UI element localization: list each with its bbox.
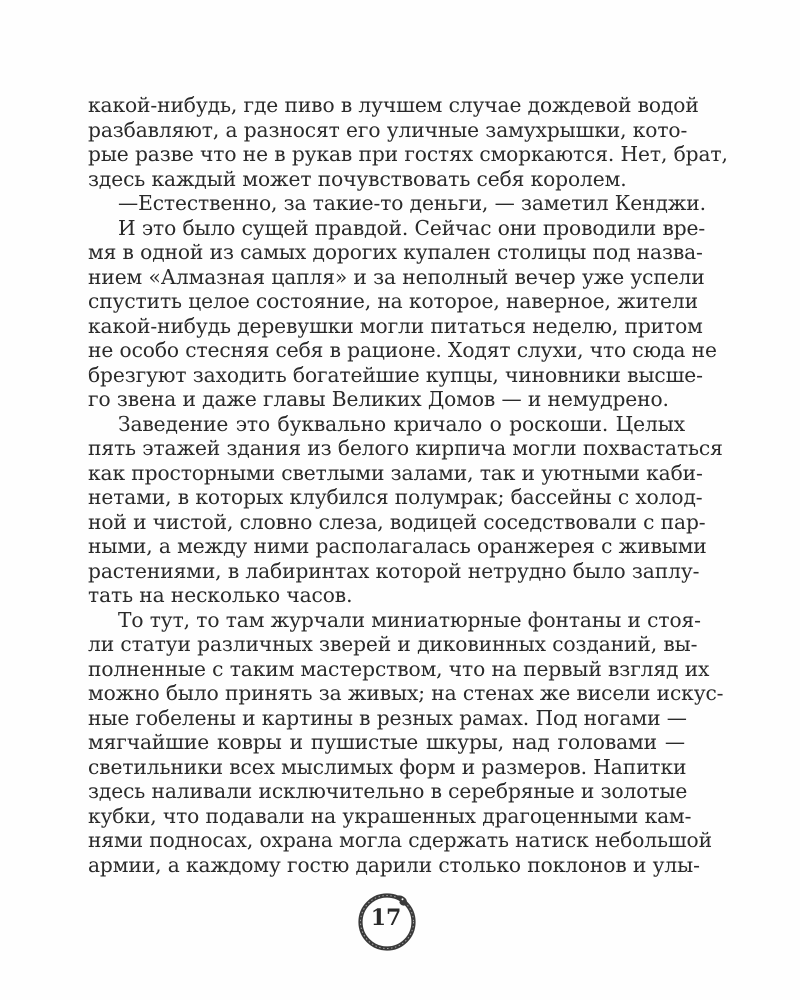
text-line: рые разве что не в рукав при гостях сморкаются. Нет, брат,: [88, 142, 728, 166]
text-line: полненные с таким мастерством, что на первый взгляд их: [88, 656, 710, 681]
text-line: как просторными светлыми залами, так и уютными каби-: [88, 460, 703, 485]
text-line: армии, а каждому гостю дарили столько поклонов и улы-: [88, 852, 700, 877]
text-line: светильники всех мыслимых форм и размеров. Напитки: [88, 754, 687, 779]
text-line: ные гобелены и картины в резных рамах. Под ногами —: [88, 705, 687, 730]
text-line: можно было принять за живых; на стенах же висели искус-: [88, 681, 724, 705]
text-line: тать на несколько часов.: [88, 583, 353, 607]
text-line: спустить целое состояние, на которое, наверное, жители: [88, 289, 698, 313]
page-number: 17: [370, 905, 402, 931]
text-line: ными, а между ними располагалась оранжерея с живыми: [88, 534, 707, 558]
text-line: нями подносах, охрана могла сдержать натиск небольшой: [88, 828, 712, 852]
text-line: —Естественно, за такие-то деньги, — заметил Кенджи.: [118, 191, 706, 215]
text-line: нетами, в которых клубился полумрак; бассейны с холод-: [88, 485, 703, 509]
text-line: не особо стесняя себя в рационе. Ходят слухи, что сюда не: [88, 338, 717, 362]
text-line: растениями, в лабиринтах которой нетрудно было заплу-: [88, 558, 700, 583]
text-line: мягчайшие ковры и пушистые шкуры, над головами —: [88, 730, 685, 754]
text-line: И это было сущей правдой. Сейчас они проводили вре-: [118, 215, 706, 240]
text-line: какой-нибудь деревушки могли питаться неделю, притом: [88, 313, 703, 338]
body-text: [88, 93, 728, 877]
text-line: разбавляют, а разносят его уличные замухрышки, кото-: [88, 117, 688, 142]
text-line: ли статуи различных зверей и диковинных созданий, вы-: [88, 632, 698, 656]
text-line: То тут, то там журчали миниатюрные фонтаны и стоя-: [118, 607, 701, 632]
text-line: мя в одной из самых дорогих купален столицы под назва-: [88, 240, 703, 264]
text-line: го звена и даже главы Великих Домов — и немудрено.: [88, 387, 669, 411]
text-line: здесь наливали исключительно в серебряные и золотые: [88, 779, 688, 803]
text-line: Заведение это буквально кричало о роскоши. Целых: [118, 411, 685, 436]
text-line: ной и чистой, словно слеза, водицей соседствовали с пар-: [88, 509, 706, 534]
text-line: кубки, что подавали на украшенных драгоценными кам-: [88, 803, 692, 828]
text-line: нием «Алмазная цапля» и за неполный вечер уже успели: [88, 264, 705, 289]
text-line: брезгуют заходить богатейшие купцы, чиновники высше-: [88, 362, 703, 387]
page-number-emblem: [356, 890, 420, 954]
text-line: какой-нибудь, где пиво в лучшем случае дождевой водой: [88, 93, 699, 117]
text-line: пять этажей здания из белого кирпича могли похвастаться: [88, 436, 723, 460]
text-line: здесь каждый может почувствовать себя королем.: [88, 166, 627, 191]
